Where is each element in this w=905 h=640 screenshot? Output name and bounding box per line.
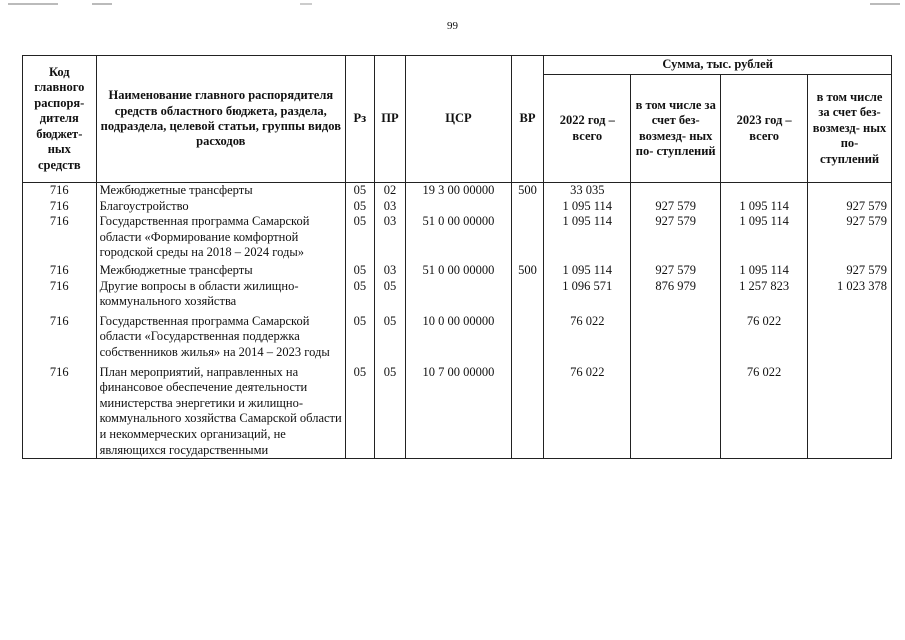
header-2023-grants: в том числе за счет без- возмезд- ных по- ступлений bbox=[808, 75, 892, 183]
header-csr: ЦСР bbox=[406, 56, 511, 183]
cell-2023-total: 76 022 bbox=[721, 310, 808, 361]
cell-2022-grants bbox=[631, 183, 721, 199]
cell-rz: 05 bbox=[346, 310, 375, 361]
cell-pr: 03 bbox=[374, 199, 406, 215]
cell-2022-grants: 927 579 bbox=[631, 199, 721, 215]
cell-vr: 500 bbox=[511, 183, 544, 199]
header-sum-group: Сумма, тыс. рублей bbox=[544, 56, 892, 75]
cell-2023-total: 1 095 114 bbox=[721, 199, 808, 215]
cell-2022-total: 1 095 114 bbox=[544, 261, 631, 279]
cell-name: План мероприятий, направленных на финансовое обеспечение деятельности министерства энергетики и жилищно-коммунального хозяйства Самарской области и некоммерческих организаций, не являющихся государственными bbox=[96, 361, 345, 459]
cell-csr: 10 7 00 00000 bbox=[406, 361, 511, 459]
cell-2022-grants: 927 579 bbox=[631, 261, 721, 279]
table-row bbox=[23, 214, 892, 261]
header-name: Наименование главного распорядителя средств областного бюджета, раздела, подраздела, целевой статьи, группы видов расходов bbox=[96, 56, 345, 183]
cell-pr: 02 bbox=[374, 183, 406, 199]
cell-2022-total: 33 035 bbox=[544, 183, 631, 199]
cell-2022-grants: 927 579 bbox=[631, 214, 721, 261]
cell-code: 716 bbox=[23, 310, 97, 361]
cell-pr: 05 bbox=[374, 279, 406, 310]
cell-2022-total: 76 022 bbox=[544, 361, 631, 459]
cell-vr bbox=[511, 214, 544, 261]
header-2023-total: 2023 год – всего bbox=[721, 75, 808, 183]
cell-csr bbox=[406, 279, 511, 310]
cell-2022-total: 1 095 114 bbox=[544, 214, 631, 261]
cell-csr: 10 0 00 00000 bbox=[406, 310, 511, 361]
table-row bbox=[23, 279, 892, 310]
cell-2023-total: 1 095 114 bbox=[721, 261, 808, 279]
cell-vr bbox=[511, 199, 544, 215]
cell-csr: 19 3 00 00000 bbox=[406, 183, 511, 199]
header-rz: Рз bbox=[346, 56, 375, 183]
cell-vr bbox=[511, 361, 544, 459]
cell-2023-grants bbox=[808, 361, 892, 459]
cell-2022-total: 1 096 571 bbox=[544, 279, 631, 310]
cell-name: Межбюджетные трансферты bbox=[96, 261, 345, 279]
cell-rz: 05 bbox=[346, 183, 375, 199]
cell-rz: 05 bbox=[346, 261, 375, 279]
cell-2022-grants: 876 979 bbox=[631, 279, 721, 310]
table-row bbox=[23, 199, 892, 215]
cell-code: 716 bbox=[23, 361, 97, 459]
cell-rz: 05 bbox=[346, 279, 375, 310]
cell-2023-grants: 927 579 bbox=[808, 214, 892, 261]
cell-name: Межбюджетные трансферты bbox=[96, 183, 345, 199]
cell-rz: 05 bbox=[346, 361, 375, 459]
cell-pr: 05 bbox=[374, 361, 406, 459]
cell-vr bbox=[511, 310, 544, 361]
cell-vr bbox=[511, 279, 544, 310]
header-2022-total: 2022 год – всего bbox=[544, 75, 631, 183]
cell-2023-grants: 927 579 bbox=[808, 261, 892, 279]
cell-2023-grants: 927 579 bbox=[808, 199, 892, 215]
cell-2023-grants bbox=[808, 310, 892, 361]
header-pr: ПР bbox=[374, 56, 406, 183]
table-row bbox=[23, 361, 892, 459]
scan-edge-marks bbox=[0, 0, 905, 10]
page-number: 99 bbox=[447, 20, 458, 32]
header-2022-grants: в том числе за счет без- возмезд- ных по- ступлений bbox=[631, 75, 721, 183]
cell-2023-grants: 1 023 378 bbox=[808, 279, 892, 310]
cell-2022-grants bbox=[631, 361, 721, 459]
cell-name: Государственная программа Самарской области «Государственная поддержка собственников жилья» на 2014 – 2023 годы bbox=[96, 310, 345, 361]
table-body bbox=[23, 183, 892, 459]
table-row bbox=[23, 261, 892, 279]
cell-name: Другие вопросы в области жилищно-коммунального хозяйства bbox=[96, 279, 345, 310]
cell-2023-grants bbox=[808, 183, 892, 199]
header-code: Код главного распоря- дителя бюджет- ных средств bbox=[23, 56, 97, 183]
cell-code: 716 bbox=[23, 279, 97, 310]
cell-pr: 05 bbox=[374, 310, 406, 361]
cell-pr: 03 bbox=[374, 214, 406, 261]
cell-rz: 05 bbox=[346, 199, 375, 215]
cell-2022-total: 76 022 bbox=[544, 310, 631, 361]
cell-pr: 03 bbox=[374, 261, 406, 279]
cell-code: 716 bbox=[23, 199, 97, 215]
table-row bbox=[23, 310, 892, 361]
cell-csr bbox=[406, 199, 511, 215]
cell-name: Благоустройство bbox=[96, 199, 345, 215]
cell-2023-total bbox=[721, 183, 808, 199]
table-row bbox=[23, 183, 892, 199]
cell-code: 716 bbox=[23, 214, 97, 261]
cell-code: 716 bbox=[23, 183, 97, 199]
table-header bbox=[23, 56, 892, 183]
cell-csr: 51 0 00 00000 bbox=[406, 261, 511, 279]
cell-rz: 05 bbox=[346, 214, 375, 261]
cell-2022-total: 1 095 114 bbox=[544, 199, 631, 215]
budget-table bbox=[22, 55, 892, 459]
cell-csr: 51 0 00 00000 bbox=[406, 214, 511, 261]
cell-code: 716 bbox=[23, 261, 97, 279]
cell-name: Государственная программа Самарской области «Формирование комфортной городской среды на 2018 – 2024 годы» bbox=[96, 214, 345, 261]
cell-2023-total: 1 095 114 bbox=[721, 214, 808, 261]
cell-2023-total: 76 022 bbox=[721, 361, 808, 459]
cell-2023-total: 1 257 823 bbox=[721, 279, 808, 310]
cell-2022-grants bbox=[631, 310, 721, 361]
header-vr: ВР bbox=[511, 56, 544, 183]
cell-vr: 500 bbox=[511, 261, 544, 279]
